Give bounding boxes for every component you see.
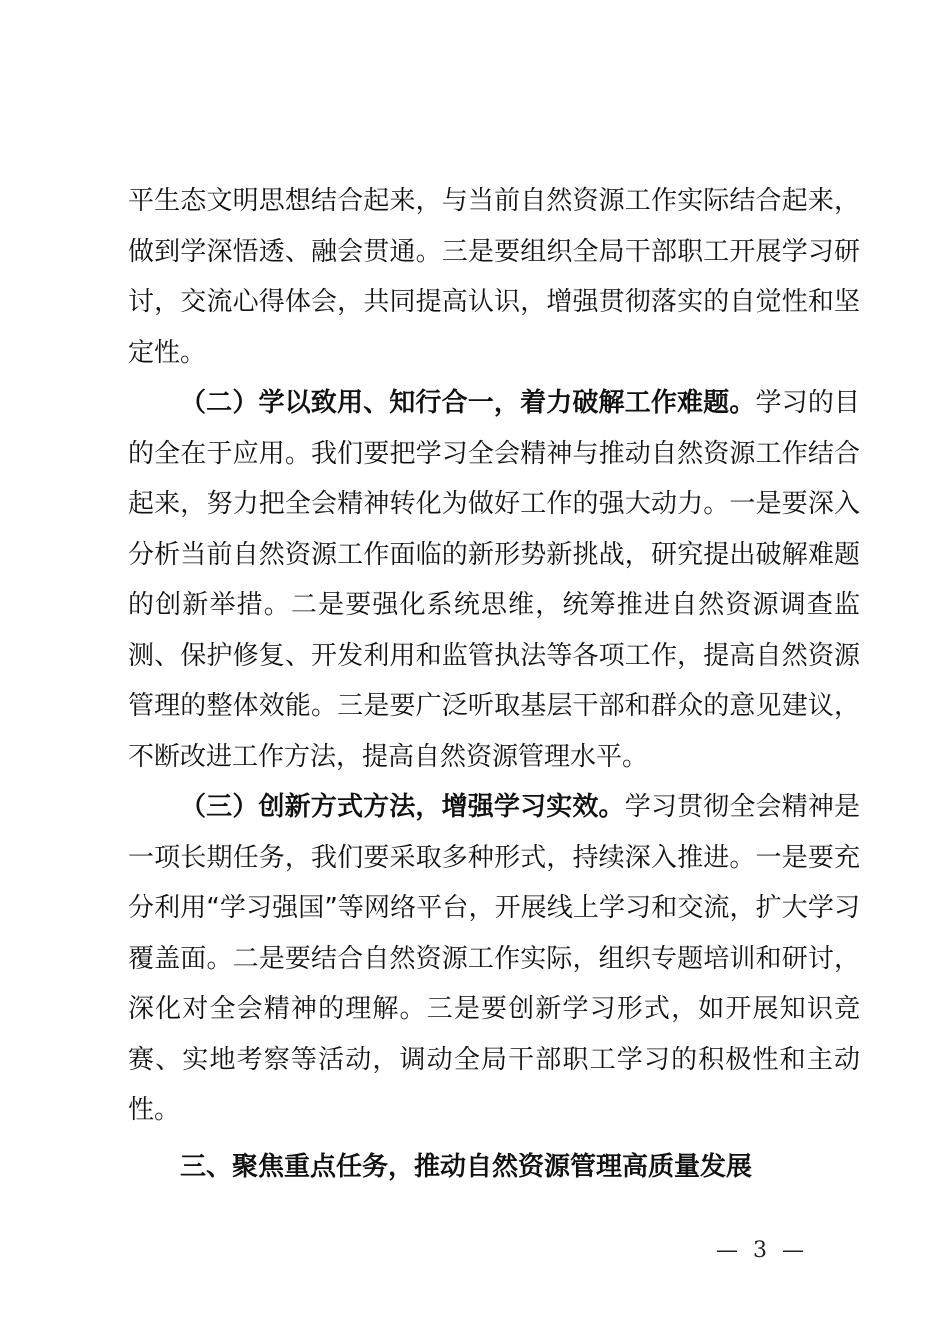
body-text [128, 176, 860, 1192]
section-2-lead: （二）学以致用、知行合一，着力破解工作难题。 [180, 388, 756, 418]
part-3-heading: 三、聚焦重点任务，推动自然资源管理高质量发展 [180, 1151, 753, 1182]
section-2-body: 学习的目的全在于应用。我们要把学习全会精神与推动自然资源工作结合起来，努力把全会精神转化为做好工作的强大动力。一是要深入分析当前自然资源工作面临的新形势新挑战，研究提出破解难题的创新举措。二是要强化系统思维，统筹推进自然资源调查监测、保护修复、开发利用和监管执法等各项工作，提高自然资源管理的整体效能。三是要广泛听取基层干部和群众的意见建议，不断改进工作方法，提高自然资源管理水平。 [128, 388, 860, 772]
paragraph-section-2 [128, 378, 860, 782]
paragraph-section-3 [128, 782, 860, 1136]
section-3-body: 学习贯彻全会精神是一项长期任务，我们要采取多种形式，持续深入推进。一是要充分利用“学习强国”等网络平台，开展线上学习和交流，扩大学习覆盖面。二是要结合自然资源工作实际，组织专题培训和研讨，深化对全会精神的理解。三是要创新学习形式，如开展知识竞赛、实地考察等活动，调动全局干部职工学习的积极性和主动性。 [128, 792, 860, 1125]
section-3-lead: （三）创新方式方法，增强学习实效。 [180, 792, 625, 822]
page-number: — 3 — [716, 1238, 808, 1263]
paragraph-continuation: 平生态文明思想结合起来，与当前自然资源工作实际结合起来，做到学深悟透、融会贯通。三是要组织全局干部职工开展学习研讨，交流心得体会，共同提高认识，增强贯彻落实的自觉性和坚定性。 [128, 186, 860, 368]
